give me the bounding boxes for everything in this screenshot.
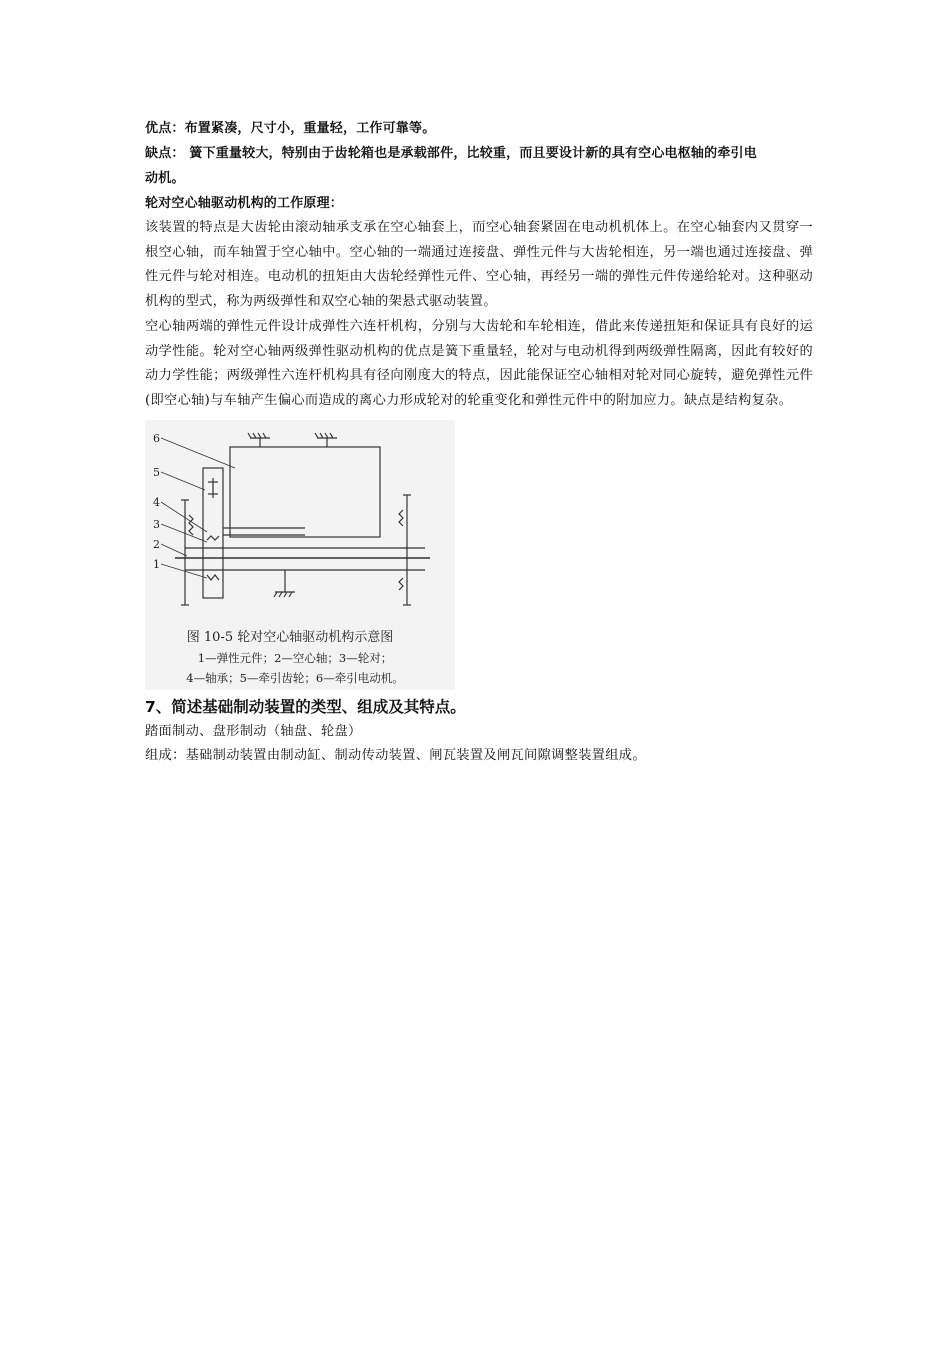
document-content — [145, 116, 813, 769]
drive-mechanism-diagram — [145, 420, 455, 625]
figure-caption-2: 4—轴承；5—牵引齿轮；6—牵引电动机。 — [186, 670, 404, 685]
braking-types: 踏面制动、盘形制动（轴盘、轮盘） — [145, 723, 362, 739]
paragraph-2: 空心轴两端的弹性元件设计成弹性六连杆机构，分别与大齿轮和车轮相连，借此来传递扭矩和保证具有良好的运动学性能。轮对空心轴两级弹性驱动机构的优点是簧下重量轻，轮对与电动机得到两级弹性隔离，因此有较好的动力学性能；两级弹性六连杆机构具有径向刚度大的特点，因此能保证空心轴相对轮对同心旋转，避免弹性元件(即空心轴)与车轴产生偏心而造成的离心力形成轮对的轮重变化和弹性元件中的附加应力。缺点是结构复杂。 — [145, 318, 813, 408]
question-7-heading: 7、简述基础制动装置的类型、组成及其特点。 — [145, 697, 466, 716]
figure-label-1: 1 — [153, 557, 160, 571]
advantages-line: 优点：布置紧凑，尺寸小，重量轻，工作可靠等。 — [145, 121, 436, 136]
principle-title: 轮对空心轴驱动机构的工作原理： — [145, 196, 344, 211]
paragraph-1: 该装置的特点是大齿轮由滚动轴承支承在空心轴套上，而空心轴套紧固在电动机机体上。在空心轴套内又贯穿一根空心轴，而车轴置于空心轴中。空心轴的一端通过连接盘、弹性元件与大齿轮相连，另一端也通过连接盘、弹性元件与轮对相连。电动机的扭矩由大齿轮经弹性元件、空心轴，再经另一端的弹性元件传递给轮对。这种驱动机构的型式，称为两级弹性和双空心轴的架悬式驱动装置。 — [145, 220, 813, 310]
figure-caption-1: 1—弹性元件；2—空心轴；3—轮对； — [197, 650, 393, 665]
figure-label-4: 4 — [153, 495, 160, 509]
figure-label-5: 5 — [153, 465, 160, 479]
braking-composition: 组成：基础制动装置由制动缸、制动传动装置、闸瓦装置及闸瓦间隙调整装置组成。 — [145, 748, 646, 764]
figure-label-6: 6 — [153, 431, 160, 445]
drive-mechanism-figure — [145, 420, 455, 690]
motor-body — [230, 447, 380, 537]
figure-label-2: 2 — [153, 537, 160, 551]
figure-title: 图 10-5 轮对空心轴驱动机构示意图 — [186, 629, 394, 645]
disadvantages-line-2: 动机。 — [145, 171, 185, 186]
disadvantages-line-1: 缺点： 簧下重量较大，特别由于齿轮箱也是承载部件，比较重，而且要设计新的具有空心电枢轴的牵引电 — [145, 146, 757, 161]
figure-label-3: 3 — [153, 517, 160, 531]
